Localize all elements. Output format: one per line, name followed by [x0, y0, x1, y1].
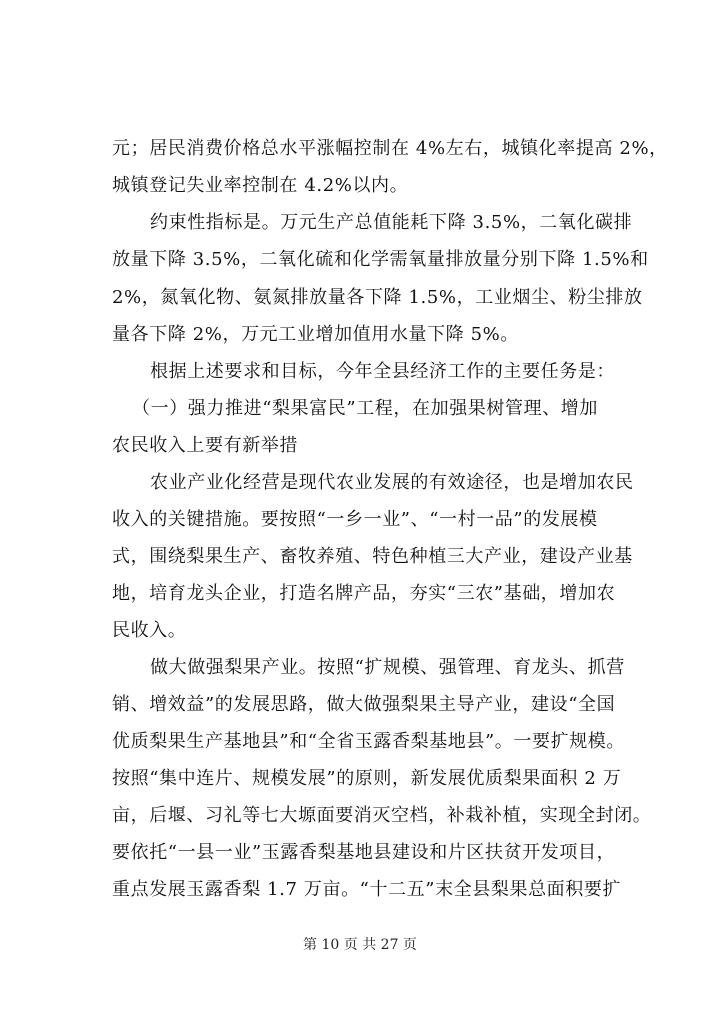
text-line: 销、增效益”的发展思路，做大做强梨果主导产业，建设“全国: [112, 694, 616, 715]
text-line: 亩，后堰、习礼等七大塬面要消灭空档，补栽补植，实现全封闭。: [112, 805, 652, 826]
section-heading-continued: 农民收入上要有新举措: [112, 435, 298, 456]
text-line: 元；居民消费价格总水平涨幅控制在 4%左右，城镇化率提高 2%，: [112, 138, 668, 159]
text-line: 2%，氮氧化物、氨氮排放量各下降 1.5%，工业烟尘、粉尘排放: [112, 287, 643, 308]
text-line: 要依托“一县一业”玉露香梨基地县建设和片区扶贫开发项目，: [112, 842, 616, 863]
text-line: 收入的关键措施。要按照“一乡一业”、“一村一品”的发展模: [112, 509, 598, 530]
text-line: 式，围绕梨果生产、畜牧养殖、特色种植三大产业，建设产业基: [112, 546, 633, 567]
text-line: 地，培育龙头企业，打造名牌产品，夯实“三农”基础，增加农: [112, 583, 616, 604]
page-footer: 第 10 页 共 27 页: [303, 937, 417, 953]
section-heading: （一）强力推进“梨果富民”工程，在加强果树管理、增加: [132, 398, 599, 419]
paragraph-first-line: 约束性指标是。万元生产总值能耗下降 3.5%，二氧化碳排: [150, 212, 633, 233]
paragraph-first-line: 农业产业化经营是现代农业发展的有效途径，也是增加农民: [150, 472, 634, 493]
text-line: 放量下降 3.5%，二氧化硫和化学需氧量排放量分别下降 1.5%和: [112, 249, 649, 270]
paragraph-first-line: 做大做强梨果产业。按照“扩规模、强管理、育龙头、抓营: [150, 657, 625, 678]
text-line: 优质梨果生产基地县”和“全省玉露香梨基地县”。一要扩规模。: [112, 731, 626, 752]
text-line: 量各下降 2%，万元工业增加值用水量下降 5%。: [112, 324, 519, 345]
text-line: 按照“集中连片、规模发展”的原则，新发展优质梨果面积 2 万: [112, 768, 622, 789]
text-line: 城镇登记失业率控制在 4.2%以内。: [112, 175, 409, 196]
paragraph-first-line: 根据上述要求和目标，今年全县经济工作的主要任务是：: [150, 361, 615, 382]
text-line: 民收入。: [112, 620, 187, 641]
text-line: 重点发展玉露香梨 1.7 万亩。“十二五”末全县梨果总面积要扩: [112, 879, 622, 900]
